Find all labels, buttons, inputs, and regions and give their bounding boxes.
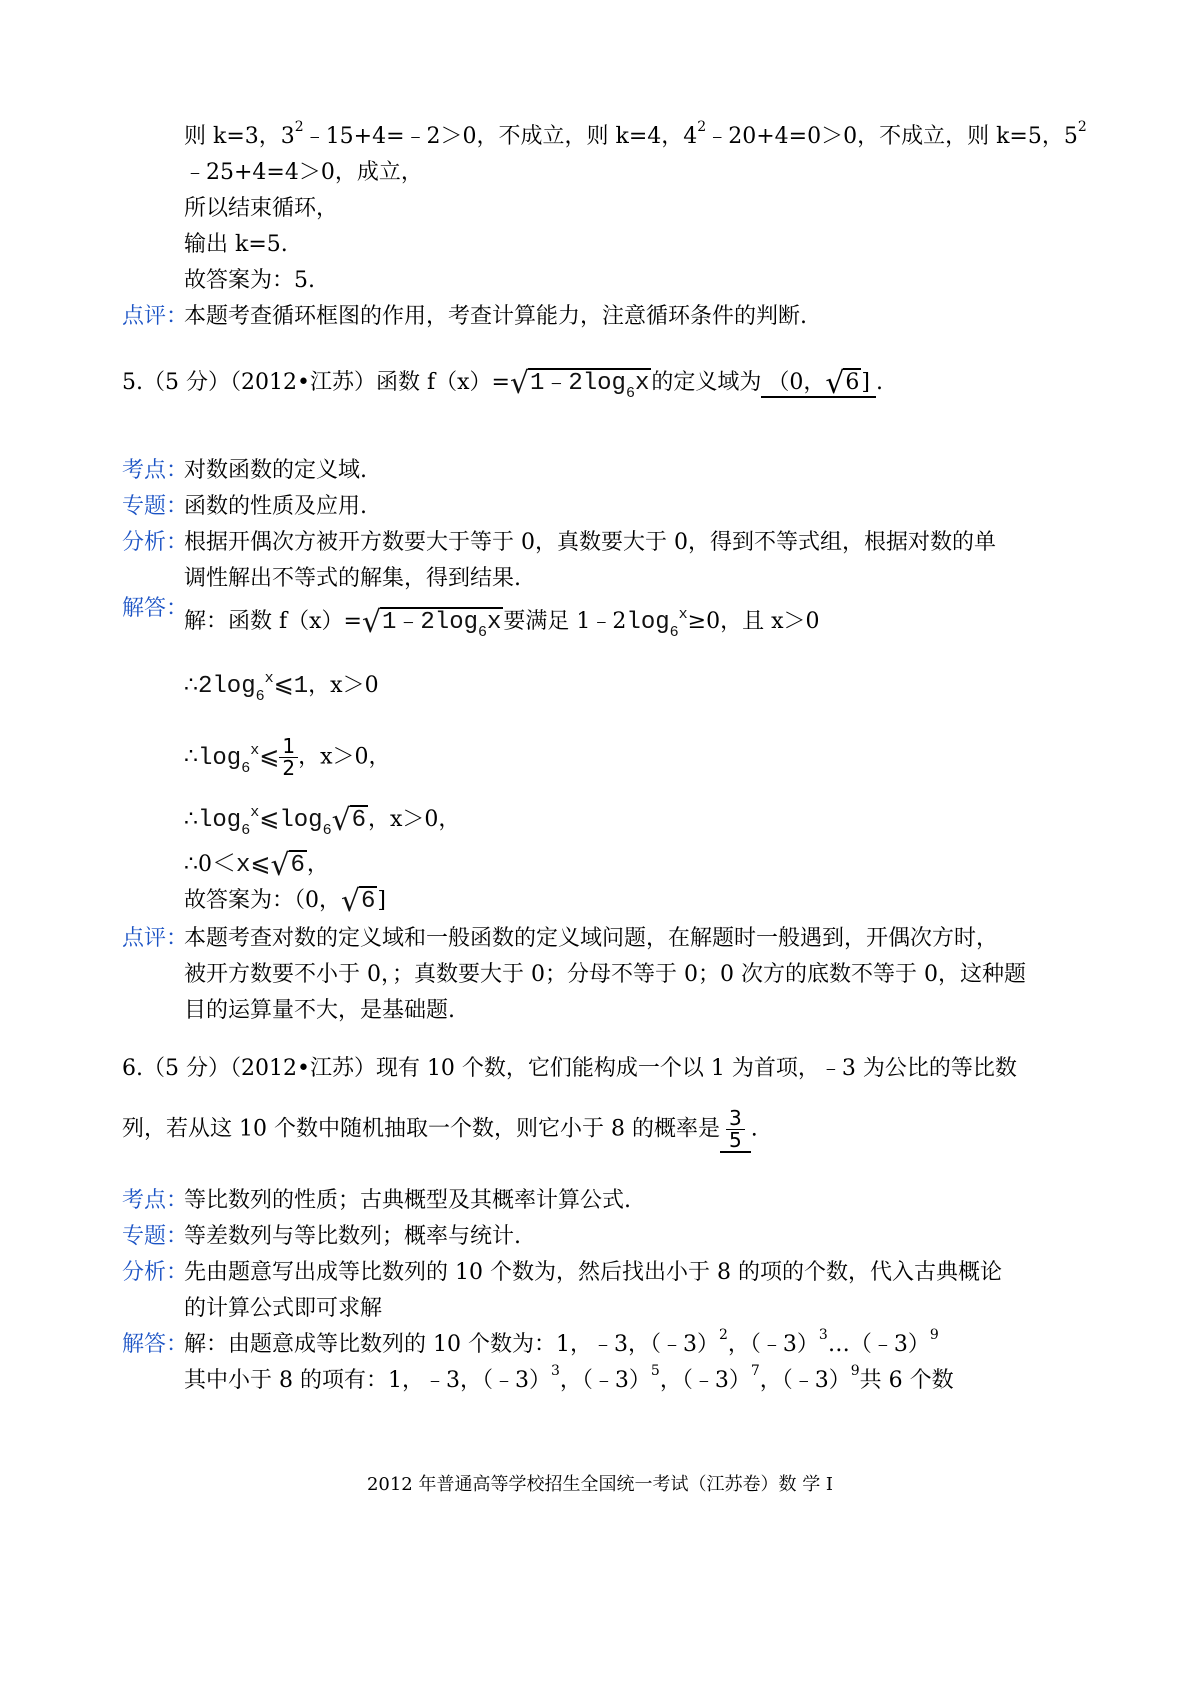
- q6-kaodian-label: 考点：: [122, 1188, 189, 1213]
- q5-dianping-text-3: 目的运算量不大，是基础题.: [184, 998, 455, 1023]
- q6-answer-blank: $\frac{3}{5}$: [720, 1108, 751, 1153]
- q5-solution-line-1: 解：函数 f（x）=√ $1﹣2\log_6x$要满足 $1﹣2\log_6^x\ge 0$，且 x＞0: [184, 606, 820, 642]
- prev-line-4: 输出 k=5.: [184, 232, 288, 257]
- q6-question-line-1: 6.（5 分）（2012•江苏）现有 10 个数，它们能构成一个以 1 为首项，﹣3 为公比的等比数: [122, 1056, 1017, 1081]
- q6-jieda-label: 解答：: [122, 1332, 189, 1357]
- q6-fenxi-text-1: 先由题意写出成等比数列的 10 个数为，然后找出小于 8 的项的个数，代入古典概论: [184, 1260, 1002, 1285]
- prev-line-1: 则 k=3，$3^2﹣15+4=﹣2>0$，不成立，则 k=4，$4^2﹣20+4=0>0$，不成立，则 k=5，$5^2$: [184, 119, 1087, 149]
- q5-half-fraction: $\frac{1}{2}$: [279, 736, 298, 779]
- q5-fenxi-label: 分析：: [122, 530, 189, 555]
- q5-jieda-label: 解答：: [122, 596, 189, 621]
- q6-fenxi-label: 分析：: [122, 1260, 189, 1285]
- q5-sqrt-expression: √ $1﹣2\log_6x$: [510, 370, 651, 403]
- q5-kaodian-label: 考点：: [122, 458, 189, 483]
- q6-solution-line-1: 解：由题意成等比数列的 10 个数为：1，﹣3，（﹣3）$^2$，（﹣3）$^3$…（﹣3）$^9$: [184, 1327, 939, 1357]
- q5-kaodian-text: 对数函数的定义域.: [184, 458, 367, 483]
- q5-fenxi-text-2: 调性解出不等式的解集，得到结果.: [184, 566, 521, 591]
- page-footer: 2012 年普通高等学校招生全国统一考试（江苏卷）数 学 Ⅰ: [366, 1474, 834, 1495]
- q6-solution-line-2: 其中小于 8 的项有：1，﹣3，（﹣3）$^3$，（﹣3）$^5$，（﹣3）$^7$，（﹣3）$^9$共 6 个数: [184, 1363, 954, 1393]
- q5-dianping-label: 点评：: [122, 926, 189, 951]
- q6-zhuanti-label: 专题：: [122, 1224, 189, 1249]
- q5-zhuanti-label: 专题：: [122, 494, 189, 519]
- prev-line-2: ﹣25+4=4＞0，成立，: [184, 160, 423, 185]
- q5-solution-answer: 故答案为：（0，√ 6]: [184, 888, 386, 917]
- q5-solution-step-4: ∴0＜x⩽√ 6，: [184, 852, 329, 881]
- q5-answer-blank: （0，√ 6]: [761, 370, 876, 398]
- prev-line-5: 故答案为：5.: [184, 268, 315, 293]
- q5-solution-step-2: $\therefore\log_6^x⩽$ $\frac{1}{2}$ ，x＞0，: [184, 734, 391, 780]
- q5-dianping-text-2: 被开方数要不小于 0，；真数要大于 0；分母不等于 0；0 次方的底数不等于 0，这种题: [184, 962, 1026, 987]
- q6-kaodian-text: 等比数列的性质；古典概型及其概率计算公式.: [184, 1188, 631, 1213]
- q5-zhuanti-text: 函数的性质及应用.: [184, 494, 367, 519]
- q5-dianping-text-1: 本题考查对数的定义域和一般函数的定义域问题，在解题时一般遇到，开偶次方时，: [184, 926, 999, 951]
- q6-fenxi-text-2: 的计算公式即可求解: [184, 1296, 383, 1321]
- prev-review-text: 本题考查循环框图的作用，考查计算能力，注意循环条件的判断.: [184, 304, 807, 329]
- q6-question-line-2: 列，若从这 10 个数中随机抽取一个数，则它小于 8 的概率是 $\frac{3}{5}$ .: [122, 1106, 758, 1152]
- q5-solution-step-1: $\therefore 2\log_6^x⩽1$，x＞0: [184, 670, 379, 705]
- q5-question: 5.（5 分）（2012•江苏）函数 f（x）=√ $1﹣2\log_6x$的定义域为 （0，√ 6] .: [122, 370, 883, 403]
- q5-fenxi-text-1: 根据开偶次方被开方数要大于等于 0，真数要大于 0，得到不等式组，根据对数的单: [184, 530, 996, 555]
- prev-line-3: 所以结束循环，: [184, 196, 339, 221]
- q6-zhuanti-text: 等差数列与等比数列；概率与统计.: [184, 1224, 521, 1249]
- prev-review-label: 点评：: [122, 304, 189, 329]
- q5-solution-step-3: $\therefore\log_6^x⩽\log_6√$ 6，x＞0，: [184, 804, 460, 840]
